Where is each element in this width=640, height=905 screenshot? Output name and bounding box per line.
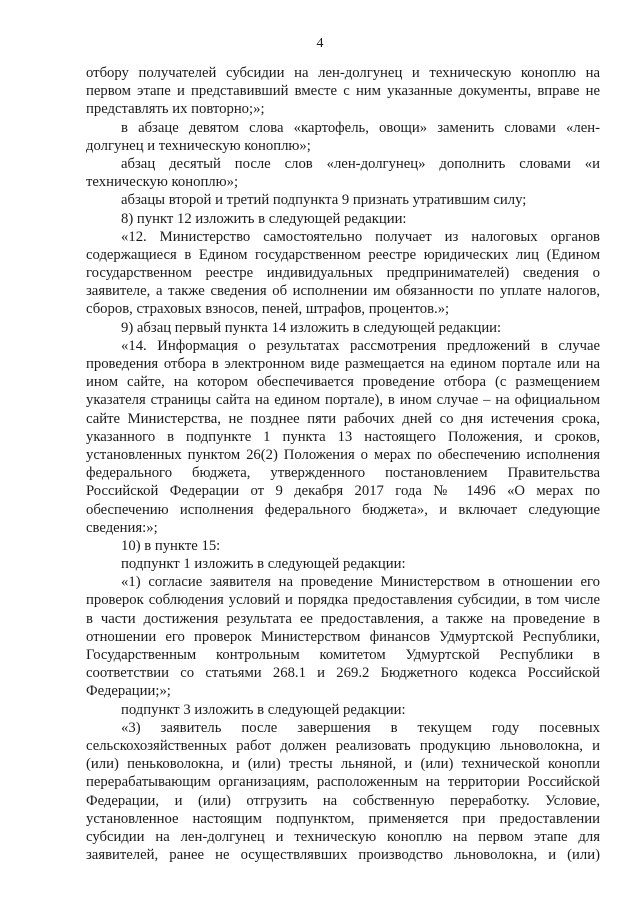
text-line: обеспечению исполнения федерального бюджета», и включает следующие [86, 501, 600, 518]
text-line: соответствии со статьями 268.1 и 269.2 Бюджетного кодекса Российской [86, 665, 600, 682]
text-line: ином сайте, на котором обеспечивается проведение отбора (с размещением [86, 374, 600, 391]
page-number: 4 [316, 36, 324, 51]
text-line: «14. Информация о результатах рассмотрения предложений в случае [121, 337, 600, 354]
text-line: Федерации;»; [86, 683, 171, 700]
text-line: федерального бюджета, утвержденного постановлением Правительства [86, 465, 600, 482]
text-line: Федерации, и (или) отгрузить на собственную переработку. Условие, [86, 792, 600, 809]
text-line: государственном реестре индивидуальных предпринимателей) сведения о [86, 265, 600, 282]
text-line: абзац десятый после слов «лен-долгунец» дополнить словами «и [121, 155, 600, 172]
text-line: перерабатывающим организациям, расположенным на территории Российской [86, 774, 600, 791]
text-line: Российской Федерации от 9 декабря 2017 года № 1496 «О мерах по [86, 483, 600, 500]
text-line: установленных пунктом 26(2) Положения о мерах по обеспечению исполнения [86, 446, 600, 463]
text-line: подпункт 1 изложить в следующей редакции: [121, 556, 406, 573]
text-line: содержащиеся в Едином государственном реестре юридических лиц (Едином [86, 246, 600, 263]
text-line: установленное настоящим подпунктом, применяется при предоставлении [86, 810, 600, 827]
text-line: долгунец и техническую коноплю»; [86, 137, 311, 154]
text-line: 8) пункт 12 изложить в следующей редакции: [121, 210, 407, 227]
document-body [86, 64, 600, 864]
text-line: указателя страницы сайта на едином портале), в ином случае – на официальном [86, 392, 600, 409]
text-line: указанного в подпункте 1 пункта 13 настоящего Положения, и сроков, [86, 428, 600, 445]
text-line: отбору получателей субсидии на лен-долгунец и техническую коноплю на [86, 65, 600, 81]
text-line: отношении его проверок Министерством финансов Удмуртской Республики, [86, 628, 600, 645]
text-line: заявителе, а также сведения об исполнении им обязанности по уплате налогов, [86, 283, 600, 300]
text-line: в части достижения результата ее предоставления, а также на проведение в [86, 610, 600, 627]
text-line: субсидии на лен-долгунец и техническую коноплю на первом этапе для [86, 828, 600, 845]
text-line: 10) в пункте 15: [121, 537, 221, 554]
text-line: «12. Министерство самостоятельно получает из налоговых органов [121, 228, 600, 245]
text-line: сельскохозяйственных работ должен реализовать продукцию льноволокна, и [86, 737, 600, 754]
text-line: (или) пеньковолокна, и (или) тресты льняной, и (или) технической конопли [86, 756, 600, 773]
text-line: Государственным контрольным комитетом Удмуртской Республики в [86, 647, 600, 663]
text-line: сборов, страховых взносов, пеней, штрафов, процентов.»; [86, 301, 450, 318]
text-line: «1) согласие заявителя на проведение Министерством в отношении его [121, 574, 600, 591]
text-line: подпункт 3 изложить в следующей редакции: [121, 701, 406, 718]
text-line: абзацы второй и третий подпункта 9 признать утратившим силу; [121, 192, 527, 209]
text-line: сайте Министерства, не позднее пяти рабочих дней со дня истечения срока, [86, 410, 600, 427]
text-line: заявителей, ранее не осуществлявших производство льноволокна, и (или) [86, 847, 600, 864]
text-line: проверок соблюдения условий и порядка предоставления субсидии, в том числе [86, 592, 600, 609]
text-line: сведения:»; [86, 519, 158, 536]
text-line: в абзаце девятом слова «картофель, овощи» заменить словами «лен- [121, 119, 600, 136]
text-line: техническую коноплю»; [86, 174, 239, 191]
text-line: «3) заявитель после завершения в текущем году посевных [121, 719, 600, 736]
text-line: 9) абзац первый пункта 14 изложить в следующей редакции: [121, 319, 502, 336]
text-line: первом этапе и представивший вместе с ним указанные документы, вправе не [86, 83, 600, 100]
text-line: представлять их повторно;»; [86, 101, 265, 118]
text-line: проведения отбора в электронном виде размещается на едином портале или на [86, 356, 600, 372]
